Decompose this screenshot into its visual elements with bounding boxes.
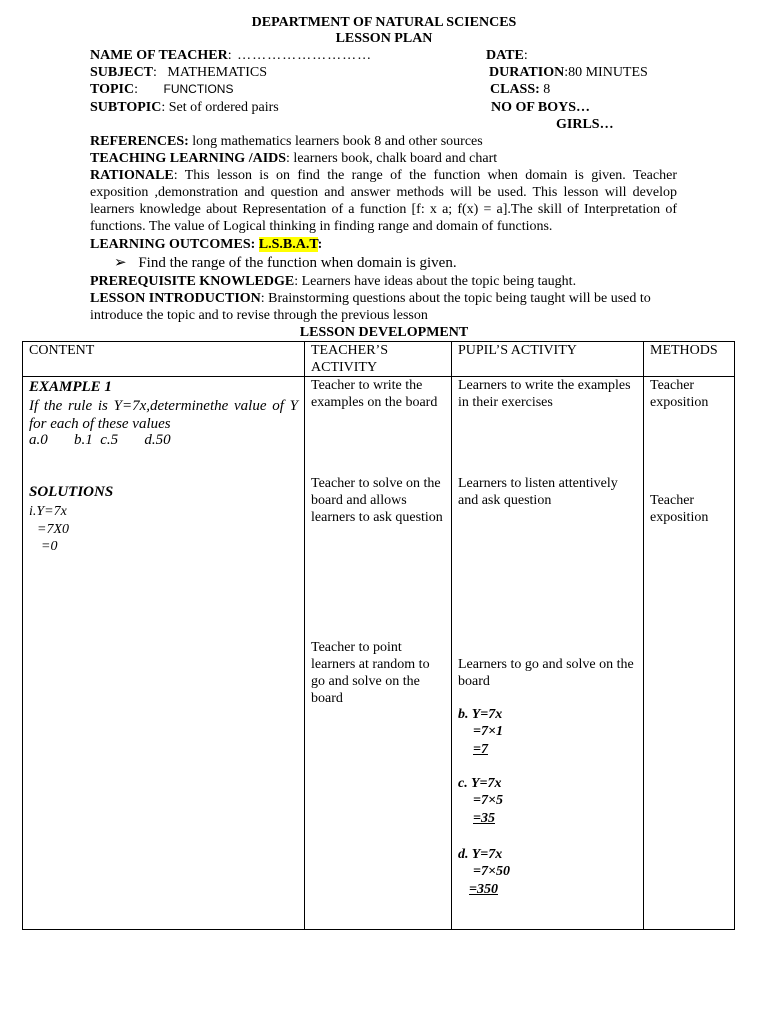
outcome-item: ➢ Find the range of the function when domain is given.	[114, 255, 457, 271]
boys-row: NO OF BOYS…	[491, 100, 591, 115]
example-text: If the rule is Y=7x,determinethe value of Y for each of these values	[29, 398, 298, 432]
solution-line-3: =0	[41, 539, 58, 554]
header-content: CONTENT	[23, 342, 305, 377]
answer-b-line-1: b. Y=7x	[458, 707, 503, 722]
teaching-aids: TEACHING LEARNING /AIDS: learners book, chalk board and chart	[90, 151, 498, 166]
teacher-activity-3: Teacher to point learners at random to go and solve on the board	[311, 640, 430, 706]
answer-c-line-3: =35	[473, 811, 495, 826]
lesson-development-title: LESSON DEVELOPMENT	[299, 325, 469, 340]
answer-c-line-1: c. Y=7x	[458, 776, 502, 791]
answer-b-line-2: =7×1	[473, 724, 503, 739]
solution-line-1: i.Y=7x	[29, 504, 67, 519]
teacher-name-row: NAME OF TEACHER: ………………………	[90, 48, 373, 63]
subtopic-row: SUBTOPIC: Set of ordered pairs	[90, 100, 279, 115]
date-row: DATE:	[486, 48, 528, 63]
rationale: RATIONALE: This lesson is on find the range of the function when domain is given. Teacher exposition ,demonstration and question and answer methods will be used. This lesson will develop learners knowledge about Representation of a function [f: x a; f(x) = a].The skill of Interpretation of functions. The value of Logical thinking in finding range and domain of functions.	[90, 168, 677, 234]
lesson-plan-title: LESSON PLAN	[335, 31, 433, 46]
class-row: CLASS: 8	[490, 82, 551, 97]
methods-cell	[644, 377, 735, 930]
duration-row: DURATION:80 MINUTES	[489, 65, 648, 80]
example-values: a.0 b.1 c.5 d.50	[29, 432, 171, 448]
answer-b-line-3: =7	[473, 742, 488, 757]
content-cell	[23, 377, 305, 930]
references: REFERENCES: long mathematics learners book 8 and other sources	[90, 134, 483, 149]
pupil-activity-3: Learners to go and solve on the board	[458, 657, 634, 689]
prerequisite-knowledge: PREREQUISITE KNOWLEDGE: Learners have ideas about the topic being taught.	[90, 274, 577, 289]
pupil-activity-cell	[452, 377, 644, 930]
department-heading: DEPARTMENT OF NATURAL SCIENCES	[251, 15, 517, 30]
example-title: EXAMPLE 1	[29, 379, 112, 395]
lesson-development-table	[22, 341, 735, 930]
teacher-activity-cell	[305, 377, 452, 930]
method-2: Teacher exposition	[650, 493, 709, 525]
header-pupil-activity: PUPIL’S ACTIVITY	[452, 342, 644, 377]
subject-row: SUBJECT: MATHEMATICS	[90, 65, 267, 80]
answer-c-line-2: =7×5	[473, 793, 503, 808]
pupil-activity-1: Learners to write the examples in their exercises	[458, 378, 631, 410]
learning-outcomes: LEARNING OUTCOMES: L.S.B.A.T:	[90, 237, 323, 252]
answer-d-line-1: d. Y=7x	[458, 847, 503, 862]
solutions-title: SOLUTIONS	[29, 484, 114, 500]
answer-d-line-2: =7×50	[473, 864, 510, 879]
girls-row: GIRLS…	[556, 117, 614, 132]
header-methods: METHODS	[644, 342, 735, 377]
method-1: Teacher exposition	[650, 378, 709, 410]
teacher-activity-2: Teacher to solve on the board and allows learners to ask question	[311, 476, 443, 525]
solution-line-2: =7X0	[37, 522, 69, 537]
arrow-bullet-icon: ➢	[114, 255, 127, 271]
header-teacher-activity: TEACHER’S ACTIVITY	[305, 342, 452, 377]
pupil-activity-2: Learners to listen attentively and ask question	[458, 476, 618, 508]
teacher-activity-1: Teacher to write the examples on the board	[311, 378, 438, 410]
topic-row: TOPIC: FUNCTIONS	[90, 82, 234, 97]
lesson-introduction: LESSON INTRODUCTION: Brainstorming questions about the topic being taught will be used to introduce the topic and to revise through the previous lesson	[90, 291, 651, 323]
answer-d-line-3: =350	[469, 882, 498, 897]
table-body-row	[23, 377, 735, 930]
table-header-row	[23, 342, 735, 377]
